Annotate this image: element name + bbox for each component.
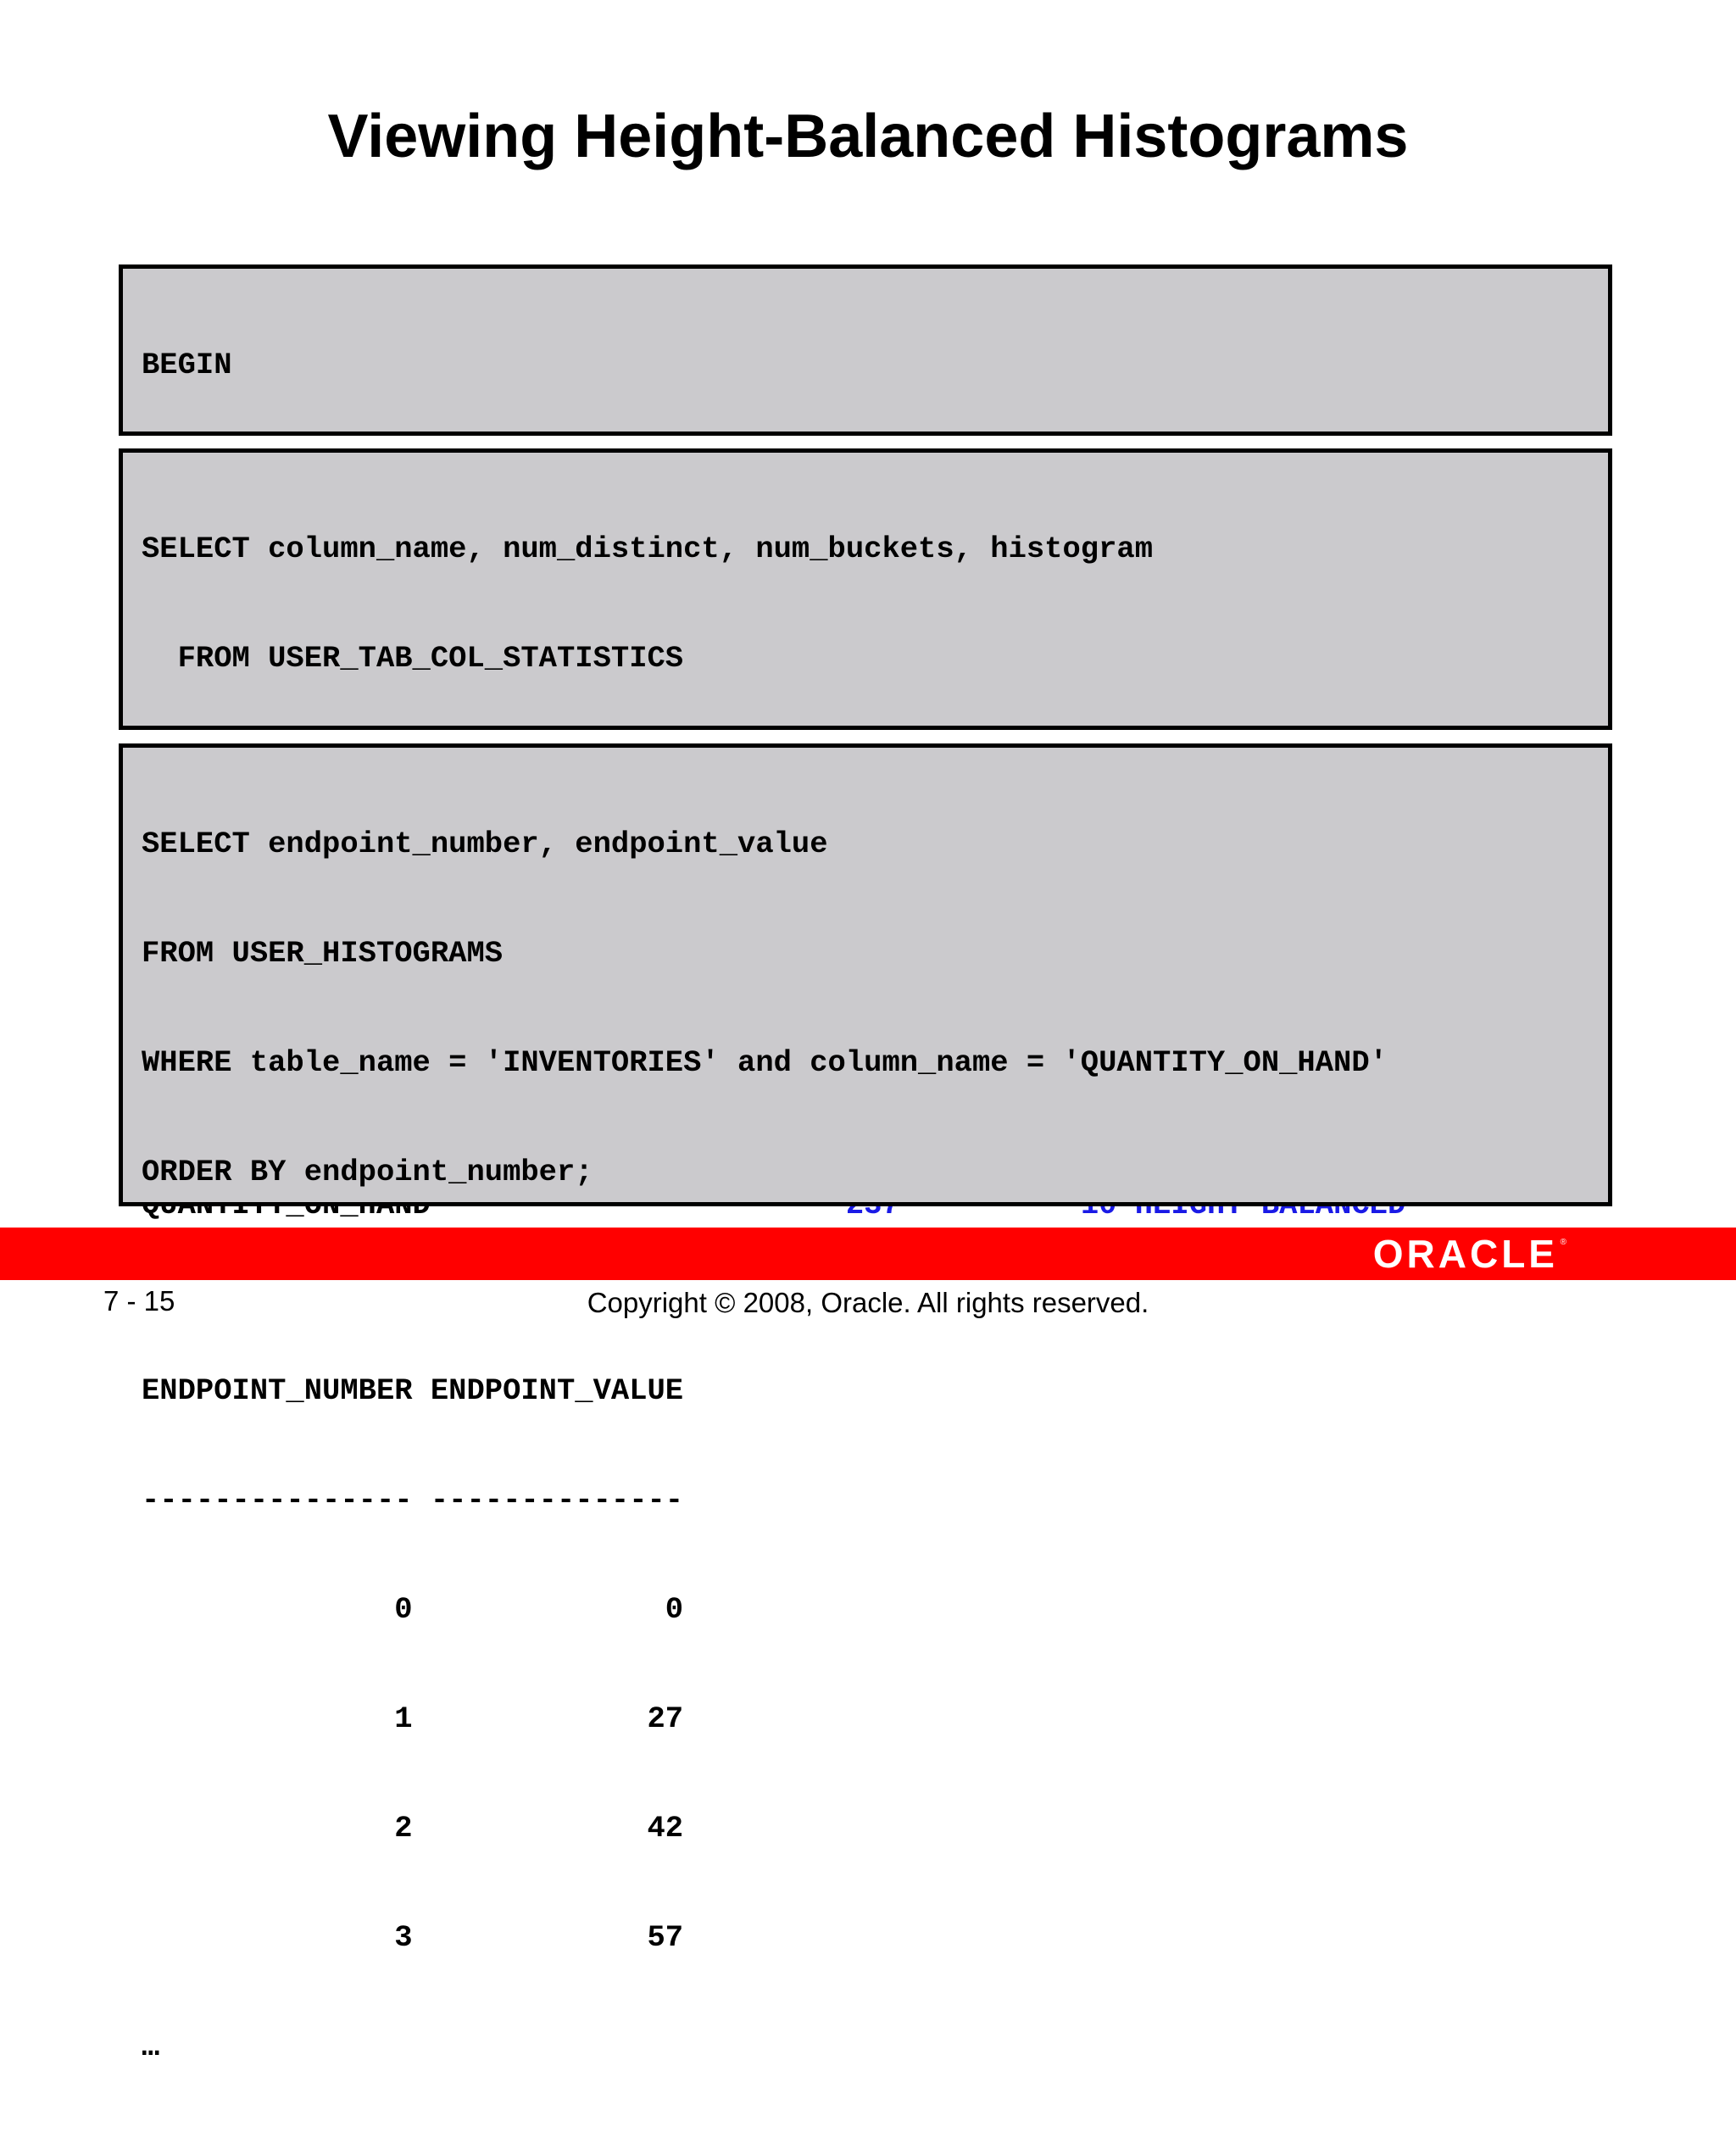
code-line: FROM USER_HISTOGRAMS <box>142 936 504 971</box>
code-line: BEGIN <box>142 348 232 382</box>
result-header: ENDPOINT_NUMBER ENDPOINT_VALUE <box>142 1373 684 1408</box>
code-line: FROM USER_TAB_COL_STATISTICS <box>142 641 684 676</box>
code-box-gather-stats <box>119 264 1612 436</box>
page-number: 7 - 15 <box>103 1285 175 1317</box>
copyright-text: Copyright © 2008, Oracle. All rights reserved. <box>587 1287 1149 1318</box>
result-row: 3 57 <box>142 1920 684 1955</box>
code-block <box>142 753 1388 2138</box>
code-line: WHERE table_name = 'INVENTORIES' and column_name = 'QUANTITY_ON_HAND' <box>142 1045 1388 1080</box>
code-line: SELECT column_name, num_distinct, num_buckets, histogram <box>142 532 1153 566</box>
code-box-col-statistics <box>119 448 1612 730</box>
slide-title: Viewing Height-Balanced Histograms <box>327 103 1409 170</box>
code-line: ORDER BY endpoint_number; <box>142 1155 593 1189</box>
code-line: SELECT endpoint_number, endpoint_value <box>142 827 828 861</box>
result-row: 2 42 <box>142 1811 684 1846</box>
result-separator: --------------- -------------- <box>142 1483 684 1517</box>
result-row: 0 0 <box>142 1592 684 1627</box>
result-row: 1 27 <box>142 1701 684 1736</box>
registered-mark: ® <box>1560 1238 1566 1247</box>
ellipsis: … <box>142 2029 160 2064</box>
oracle-logo: ORACLE <box>1372 1232 1558 1276</box>
